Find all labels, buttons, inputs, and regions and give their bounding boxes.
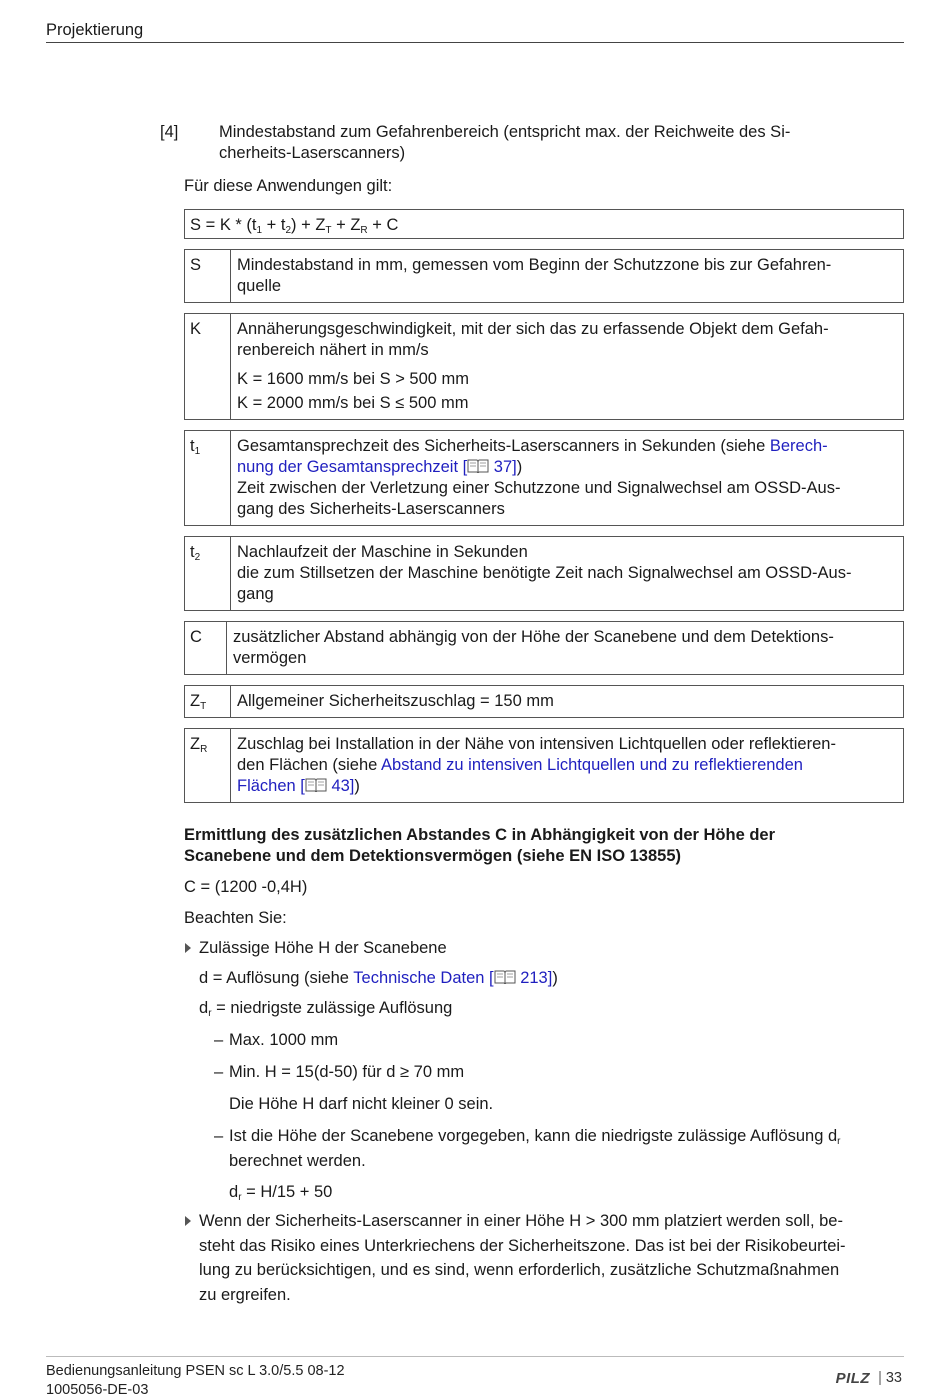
symbol-sub: r [837, 1136, 841, 1147]
link-berechnung[interactable]: Berech- [769, 437, 828, 455]
formula-part: + C [367, 216, 399, 234]
book-icon [494, 969, 516, 984]
dash-text: Max. 1000 mm [229, 1031, 339, 1049]
link-gesamtansprechzeit[interactable] [237, 458, 517, 476]
formula-sub: T [325, 225, 332, 236]
dash-item [184, 1030, 904, 1051]
page-header [46, 20, 904, 43]
dash-marker: – [214, 1063, 224, 1081]
def-symbol [185, 537, 231, 610]
dash-text: berechnet werden. [229, 1151, 366, 1170]
formula-part: S [190, 216, 202, 234]
caption-text-content: Mindestabstand zum Gefahrenbereich (entspricht max. der Reichweite des Si-cherheits-Laserscanners) [219, 123, 791, 162]
d-definition [184, 968, 904, 989]
formula-box [184, 209, 904, 239]
def-line: die zum Stillsetzen der Maschine benötigte Zeit nach Signalwechsel am OSSD-Aus- [237, 564, 852, 582]
def-text: d = Auflösung (siehe [199, 969, 354, 987]
footer-doc-info [46, 1362, 345, 1400]
dash-marker: – [214, 1127, 224, 1145]
formula-sub: 2 [285, 225, 292, 236]
link-flaechen[interactable] [237, 777, 354, 795]
link-page: 43] [326, 777, 355, 795]
symbol-base: t [190, 543, 195, 561]
formula-part: ) + Z [291, 216, 326, 234]
def-symbol [185, 729, 231, 802]
def-text: ) [354, 777, 360, 795]
footer-divider [46, 1356, 904, 1357]
dr-definition [184, 998, 904, 1019]
def-value: K = 1600 mm/s bei S > 500 mm [237, 370, 470, 388]
link-technische-daten[interactable] [353, 969, 552, 987]
dash-text: Ist die Höhe der Scanebene vorgegeben, kann die niedrigste zulässige Auflösung d [229, 1127, 838, 1145]
def-symbol [185, 431, 231, 525]
def-symbol [185, 686, 231, 717]
def-line [237, 776, 897, 797]
dash-note: Die Höhe H darf nicht kleiner 0 sein. [229, 1095, 494, 1113]
dr-formula [184, 1182, 904, 1203]
def-row-zt [184, 685, 904, 718]
footer-page [836, 1368, 902, 1389]
def-line: zusätzlicher Abstand abhängig von der Höhe der Scanebene und dem Detektions- [233, 628, 834, 646]
link-text: Flächen [ [237, 777, 305, 795]
symbol-sub: 2 [194, 552, 201, 563]
symbol-sub: r [238, 1192, 242, 1203]
link-page: 213] [515, 969, 553, 987]
def-line: Allgemeiner Sicherheitszuschlag = 150 mm [237, 692, 554, 710]
symbol-base: t [190, 437, 195, 455]
def-line: gang des Sicherheits-Laserscanners [237, 500, 505, 518]
caption-number: [4] [160, 123, 179, 141]
formula-sub: 1 [256, 225, 263, 236]
def-description [231, 431, 903, 525]
def-row-s [184, 249, 904, 303]
bullet-text: Wenn der Sicherheits-Laserscanner in einer Höhe H > 300 mm platziert werden soll, be- [199, 1212, 843, 1230]
def-symbol: C [185, 622, 227, 674]
def-text: ) [516, 458, 523, 476]
def-symbol: K [185, 314, 231, 419]
page-number: 33 [885, 1370, 902, 1386]
def-description [231, 250, 903, 302]
bullet-item [184, 1209, 904, 1307]
def-description [231, 314, 903, 419]
footer-separator: | [878, 1370, 882, 1386]
def-line: vermögen [233, 649, 307, 667]
def-description [231, 537, 903, 610]
symbol-sub: R [200, 744, 208, 755]
def-line: Zeit zwischen der Verletzung einer Schutzzone und Signalwechsel am OSSD-Aus- [237, 479, 841, 497]
pilz-logo: PILZ [835, 1370, 871, 1387]
def-text: ) [552, 969, 558, 987]
bullet-triangle-icon [185, 1216, 191, 1226]
book-icon [305, 777, 327, 792]
def-value: K = 2000 mm/s bei S ≤ 500 mm [237, 394, 469, 412]
intro-text: Für diese Anwendungen gilt: [184, 177, 393, 195]
symbol-base: d [229, 1183, 239, 1201]
bullet-text: Zulässige Höhe H der Scanebene [199, 939, 447, 957]
def-text: Gesamtansprechzeit des Sicherheits-Laserscanners in Sekunden (siehe [237, 437, 770, 455]
def-line: Zuschlag bei Installation in der Nähe von intensiven Lichtquellen oder reflektieren- [237, 735, 836, 753]
bullet-item [184, 938, 904, 959]
figure-caption [154, 122, 904, 164]
note-label: Beachten Sie: [184, 909, 287, 927]
def-line [237, 755, 897, 776]
bullet-triangle-icon [185, 943, 191, 953]
section-heading [184, 825, 904, 867]
link-text: Technische Daten [ [353, 969, 494, 987]
def-description [231, 686, 903, 717]
dash-marker: – [214, 1031, 224, 1049]
def-text: = niedrigste zulässige Auflösung [211, 999, 453, 1017]
def-line: Annäherungsgeschwindigkeit, mit der sich das zu erfassende Objekt dem Gefah- [237, 320, 829, 338]
def-description [227, 622, 903, 674]
symbol-base: Z [190, 735, 201, 753]
formula-part: + t [262, 216, 286, 234]
caption-text [219, 122, 841, 164]
def-row-zr [184, 728, 904, 803]
def-row-k [184, 313, 904, 420]
header-title: Projektierung [46, 21, 144, 39]
link-page: 37] [489, 458, 517, 476]
heading-line: Ermittlung des zusätzlichen Abstandes C in Abhängigkeit von der Höhe der [184, 826, 776, 844]
def-row-t1 [184, 430, 904, 526]
link-abstand-lichtquellen[interactable]: Abstand zu intensiven Lichtquellen und zu reflektierenden [381, 756, 803, 774]
dash-item [184, 1124, 904, 1173]
link-text: nung der Gesamtansprechzeit [ [237, 458, 468, 476]
def-symbol: S [185, 250, 231, 302]
symbol-base: Z [190, 692, 201, 710]
def-text: den Flächen (siehe [237, 756, 382, 774]
def-line: gang [237, 585, 274, 603]
book-icon [467, 458, 489, 473]
footer-doc-number: 1005056-DE-03 [46, 1382, 149, 1398]
formula-part: + Z [331, 216, 361, 234]
main-content [160, 122, 904, 1307]
symbol-sub: 1 [194, 446, 201, 457]
def-line [237, 457, 897, 478]
symbol-sub: r [208, 1008, 212, 1019]
dash-item [184, 1062, 904, 1083]
formula-c: C = (1200 -0,4H) [184, 878, 308, 896]
def-row-c [184, 621, 904, 675]
footer-doc-title: Bedienungsanleitung PSEN sc L 3.0/5.5 08-12 [46, 1363, 345, 1379]
bullet-text: lung zu berücksichtigen, und es sind, wenn erforderlich, zusätzliche Schutzmaßnahmen [199, 1261, 840, 1279]
bullet-text: steht das Risiko eines Unterkriechens der Sicherheitszone. Das ist bei der Risikobeurtei- [199, 1236, 846, 1255]
dash-text: Min. H = 15(d-50) für d ≥ 70 mm [229, 1063, 465, 1081]
symbol-sub: T [200, 701, 207, 712]
formula-sub: R [360, 225, 368, 236]
heading-line: Scanebene und dem Detektionsvermögen (siehe EN ISO 13855) [184, 847, 681, 865]
def-line: renbereich nähert in mm/s [237, 341, 429, 359]
bullet-text: zu ergreifen. [199, 1285, 291, 1304]
def-line [237, 436, 897, 457]
symbol-base: d [199, 999, 209, 1017]
def-row-t2 [184, 536, 904, 611]
def-line: Mindestabstand in mm, gemessen vom Beginn der Schutzzone bis zur Gefahren- [237, 256, 832, 274]
formula-part: = K * (t [201, 216, 257, 234]
def-line: Nachlaufzeit der Maschine in Sekunden [237, 543, 528, 561]
def-line: quelle [237, 277, 282, 295]
formula-text: = H/15 + 50 [241, 1183, 333, 1201]
def-description [231, 729, 903, 802]
